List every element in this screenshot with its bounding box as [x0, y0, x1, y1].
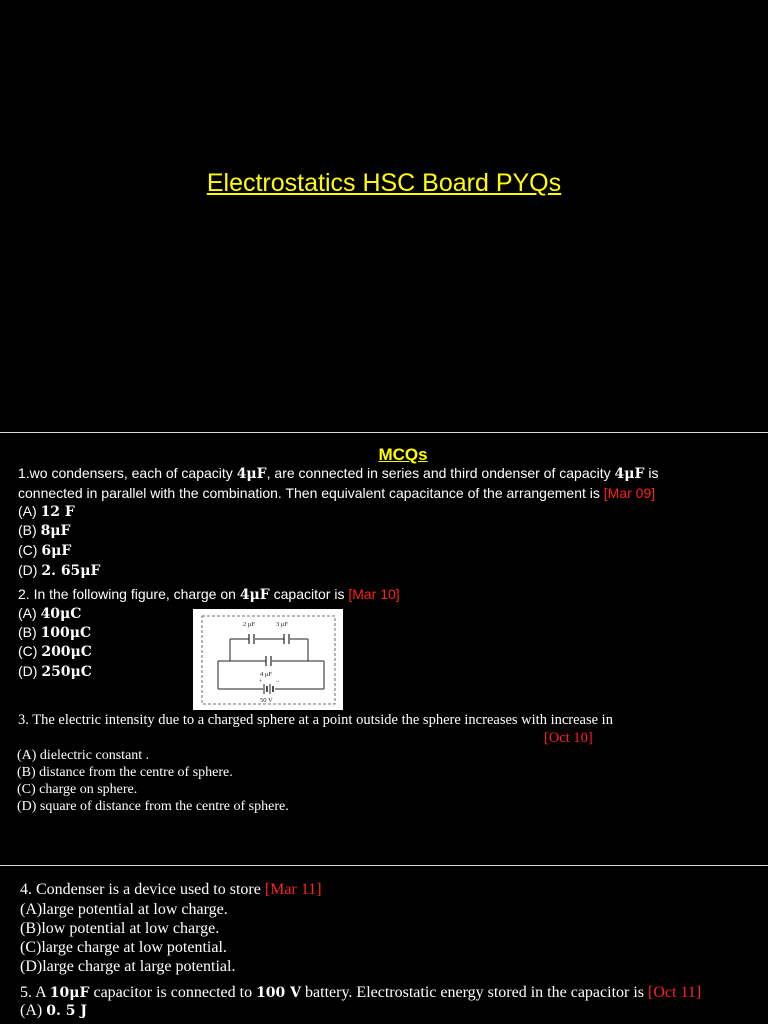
q1-capacity-value: 4μF	[614, 466, 645, 482]
q4-option: (C)large charge at low potential.	[20, 939, 227, 956]
q1-line2	[18, 484, 655, 503]
q5-voltage-value: 100 V	[256, 985, 302, 1001]
q3-option: (D) square of distance from the centre of sphere.	[17, 799, 289, 814]
q4-line	[20, 881, 322, 899]
label-c2: 3 μF	[276, 621, 288, 628]
option-value: 100μC	[40, 625, 92, 641]
label-c3: 4 μF	[260, 671, 272, 678]
option-value: 0. 5 J	[46, 1003, 87, 1019]
q1-text-part: 1.wo condensers, each of capacity	[18, 465, 237, 481]
q4-exam-tag: [Mar 11]	[264, 881, 322, 898]
label-c1: 2 μF	[243, 621, 255, 628]
option-value: 12 F	[40, 504, 75, 520]
q3-option: (C) charge on sphere.	[17, 782, 138, 797]
q2-text-part: capacitor is	[269, 586, 349, 602]
battery-plus: +	[259, 679, 263, 685]
q1-option: (B) 8μF	[18, 522, 71, 539]
q2-text-part: 2. In the following figure, charge on	[18, 586, 240, 602]
q5-capacity-value: 10μF	[49, 985, 90, 1001]
q5-option: (A) 0. 5 J	[20, 1002, 87, 1019]
q4-option: (D)large charge at large potential.	[20, 958, 236, 975]
option-value: 200μC	[41, 644, 92, 660]
q2-option: (D) 250μC	[18, 663, 92, 680]
q1-option: (A) 12 F	[18, 503, 75, 520]
mcq-heading: MCQs	[378, 445, 428, 464]
option-value: 250μC	[41, 664, 92, 680]
q2-option: (C) 200μC	[18, 643, 92, 660]
q3-option: (A) dielectric constant .	[17, 748, 150, 763]
q4-text: 4. Condenser is a device used to store	[20, 881, 265, 898]
q5-line	[20, 984, 701, 1002]
option-value: 40μC	[40, 606, 82, 622]
q2-exam-tag: [Mar 10]	[348, 586, 400, 602]
q4-option: (A)large potential at low charge.	[20, 901, 228, 918]
q5-text-part: capacitor is connected to	[89, 984, 257, 1001]
q1-text-part: connected in parallel with the combination. Then equivalent capacitance of the arrangement is	[18, 485, 604, 501]
title-slide	[0, 0, 768, 432]
q3-exam-tag: [Oct 10]	[544, 730, 593, 746]
option-value: 2. 65μF	[41, 563, 101, 579]
q1-exam-tag: [Mar 09]	[603, 485, 656, 501]
circuit-figure	[193, 609, 343, 710]
q2-line	[18, 585, 400, 605]
q2-capacity-value: 4μF	[239, 587, 270, 603]
option-value: 8μF	[40, 523, 71, 539]
q5-text-part: 5. A	[20, 984, 50, 1001]
q1-capacity-value: 4μF	[236, 466, 267, 482]
battery-minus: −	[276, 679, 280, 685]
label-battery: 50 V	[260, 697, 273, 704]
q2-option: (A) 40μC	[18, 605, 82, 622]
q1-option: (C) 6μF	[18, 542, 72, 559]
q3-option: (B) distance from the centre of sphere.	[17, 765, 233, 780]
q4-option: (B)low potential at low charge.	[20, 920, 220, 937]
option-value: 6μF	[41, 543, 72, 559]
q1-option: (D) 2. 65μF	[18, 562, 101, 579]
q1-text-part: , are connected in series and third ondenser of capacity	[266, 465, 615, 481]
q5-text-part: battery. Electrostatic energy stored in the capacitor is	[301, 984, 649, 1001]
slide-title: Electrostatics HSC Board PYQs	[206, 169, 562, 197]
circuit-diagram	[193, 609, 343, 710]
q3-text: 3. The electric intensity due to a charged sphere at a point outside the sphere increases with increase in	[18, 712, 613, 728]
slide-divider	[0, 865, 768, 866]
q5-exam-tag: [Oct 11]	[648, 984, 702, 1001]
q2-option: (B) 100μC	[18, 624, 92, 641]
q1-line1	[18, 464, 658, 484]
q1-text-part: is	[644, 465, 659, 481]
